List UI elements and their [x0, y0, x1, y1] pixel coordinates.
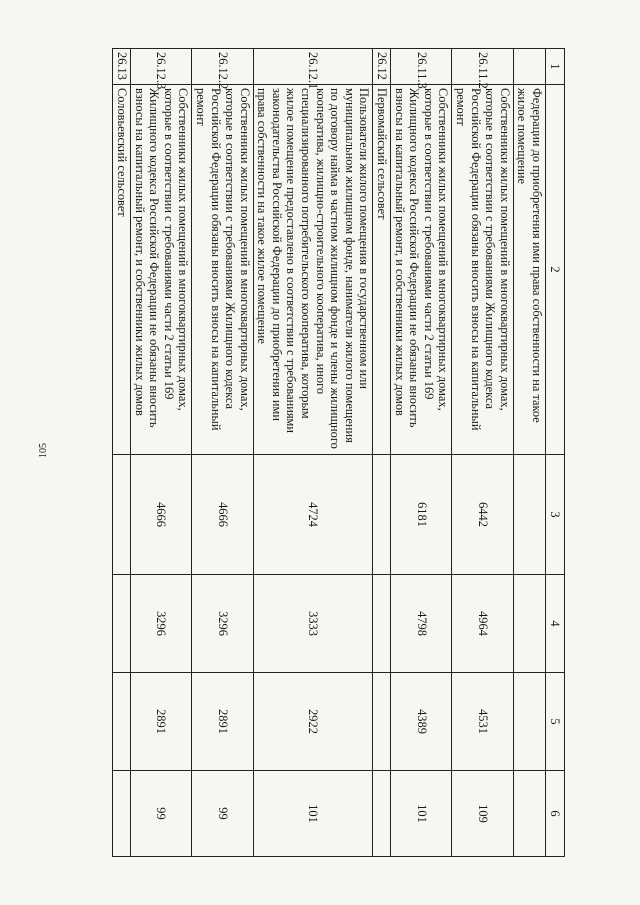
value-col-6: 101 [253, 771, 373, 857]
value-col-5 [113, 673, 131, 771]
table-row [130, 49, 191, 857]
value-col-5: 2922 [253, 673, 373, 771]
value-col-3: 6181 [391, 455, 452, 575]
value-col-6 [113, 771, 131, 857]
rotated-page-content [85, 48, 565, 856]
value-col-6: 99 [130, 771, 191, 857]
tariff-table [112, 48, 565, 857]
row-id: 26.11.3 [391, 49, 452, 85]
value-col-6 [513, 771, 545, 857]
row-id: 26.13 [113, 49, 131, 85]
row-id: 26.12.1 [253, 49, 373, 85]
row-id: 26.12 [373, 49, 391, 85]
value-col-5: 2891 [130, 673, 191, 771]
table-row [253, 49, 373, 857]
row-id: 26.11.2 [452, 49, 513, 85]
value-col-6 [373, 771, 391, 857]
value-col-6: 109 [452, 771, 513, 857]
row-description: Собственники жилых помещений в многоквартирных домах, которые в соответствии с требованиями Жилищного кодекса Российской Федерации обязаны вносить взносы на капитальный ремонт [452, 85, 513, 455]
table-row [192, 49, 253, 857]
value-col-3: 4666 [192, 455, 253, 575]
section-title: Первомайский сельсовет [373, 85, 391, 455]
value-col-4: 4798 [391, 575, 452, 673]
table-row [513, 49, 545, 857]
header-cell: 4 [546, 575, 565, 673]
value-col-5: 4389 [391, 673, 452, 771]
row-description: Собственники жилых помещений в многоквартирных домах, которые в соответствии с требованиями части 2 статьи 169 Жилищного кодекса Российской Федерации не обязаны вносить взносы на капитальный ремонт, и собственники жилых домов [130, 85, 191, 455]
value-col-3 [513, 455, 545, 575]
value-col-4: 3333 [253, 575, 373, 673]
value-col-3: 4666 [130, 455, 191, 575]
value-col-5: 2891 [192, 673, 253, 771]
header-cell: 5 [546, 673, 565, 771]
value-col-3: 4724 [253, 455, 373, 575]
value-col-6: 101 [391, 771, 452, 857]
row-description: Собственники жилых помещений в многоквартирных домах, которые в соответствии с требованиями части 2 статьи 169 Жилищного кодекса Российской Федерации не обязаны вносить взносы на капитальный ремонт, и собственники жилых домов [391, 85, 452, 455]
page-number: 105 [38, 443, 49, 458]
value-col-3 [373, 455, 391, 575]
value-col-3: 6442 [452, 455, 513, 575]
table-row [391, 49, 452, 857]
value-col-5: 4531 [452, 673, 513, 771]
row-id [513, 49, 545, 85]
value-col-4 [113, 575, 131, 673]
value-col-4 [513, 575, 545, 673]
row-id: 26.12.3 [130, 49, 191, 85]
value-col-3 [113, 455, 131, 575]
row-id: 26.12.2 [192, 49, 253, 85]
header-cell: 3 [546, 455, 565, 575]
row-description: Федерации до приобретения ими права собственности на такое жилое помещение [513, 85, 545, 455]
section-row [373, 49, 391, 857]
header-cell: 6 [546, 771, 565, 857]
value-col-5 [513, 673, 545, 771]
header-cell: 1 [546, 49, 565, 85]
section-row [113, 49, 131, 857]
header-row [546, 49, 565, 857]
row-description: Собственники жилых помещений в многоквартирных домах, которые в соответствии с требованиями Жилищного кодекса Российской Федерации обязаны вносить взносы на капитальный ремонт [192, 85, 253, 455]
value-col-6: 99 [192, 771, 253, 857]
value-col-4: 4964 [452, 575, 513, 673]
value-col-4: 3296 [130, 575, 191, 673]
row-description: Пользователи жилого помещения в государственном или муниципальном жилищном фонде, наниматели жилого помещения по договору найма в частном жилищном фонде и члены жилищного кооператива, жилищно-строительного кооператива, иного специализированного потребительского кооператива, которым жилое помещение предоставлено в соответствии с требованиями законодательства Российской Федерации до приобретения ими права собственности на такое жилое помещение [253, 85, 373, 455]
value-col-5 [373, 673, 391, 771]
value-col-4 [373, 575, 391, 673]
section-title: Соловьевский сельсовет [113, 85, 131, 455]
value-col-4: 3296 [192, 575, 253, 673]
header-cell: 2 [546, 85, 565, 455]
table-row [452, 49, 513, 857]
